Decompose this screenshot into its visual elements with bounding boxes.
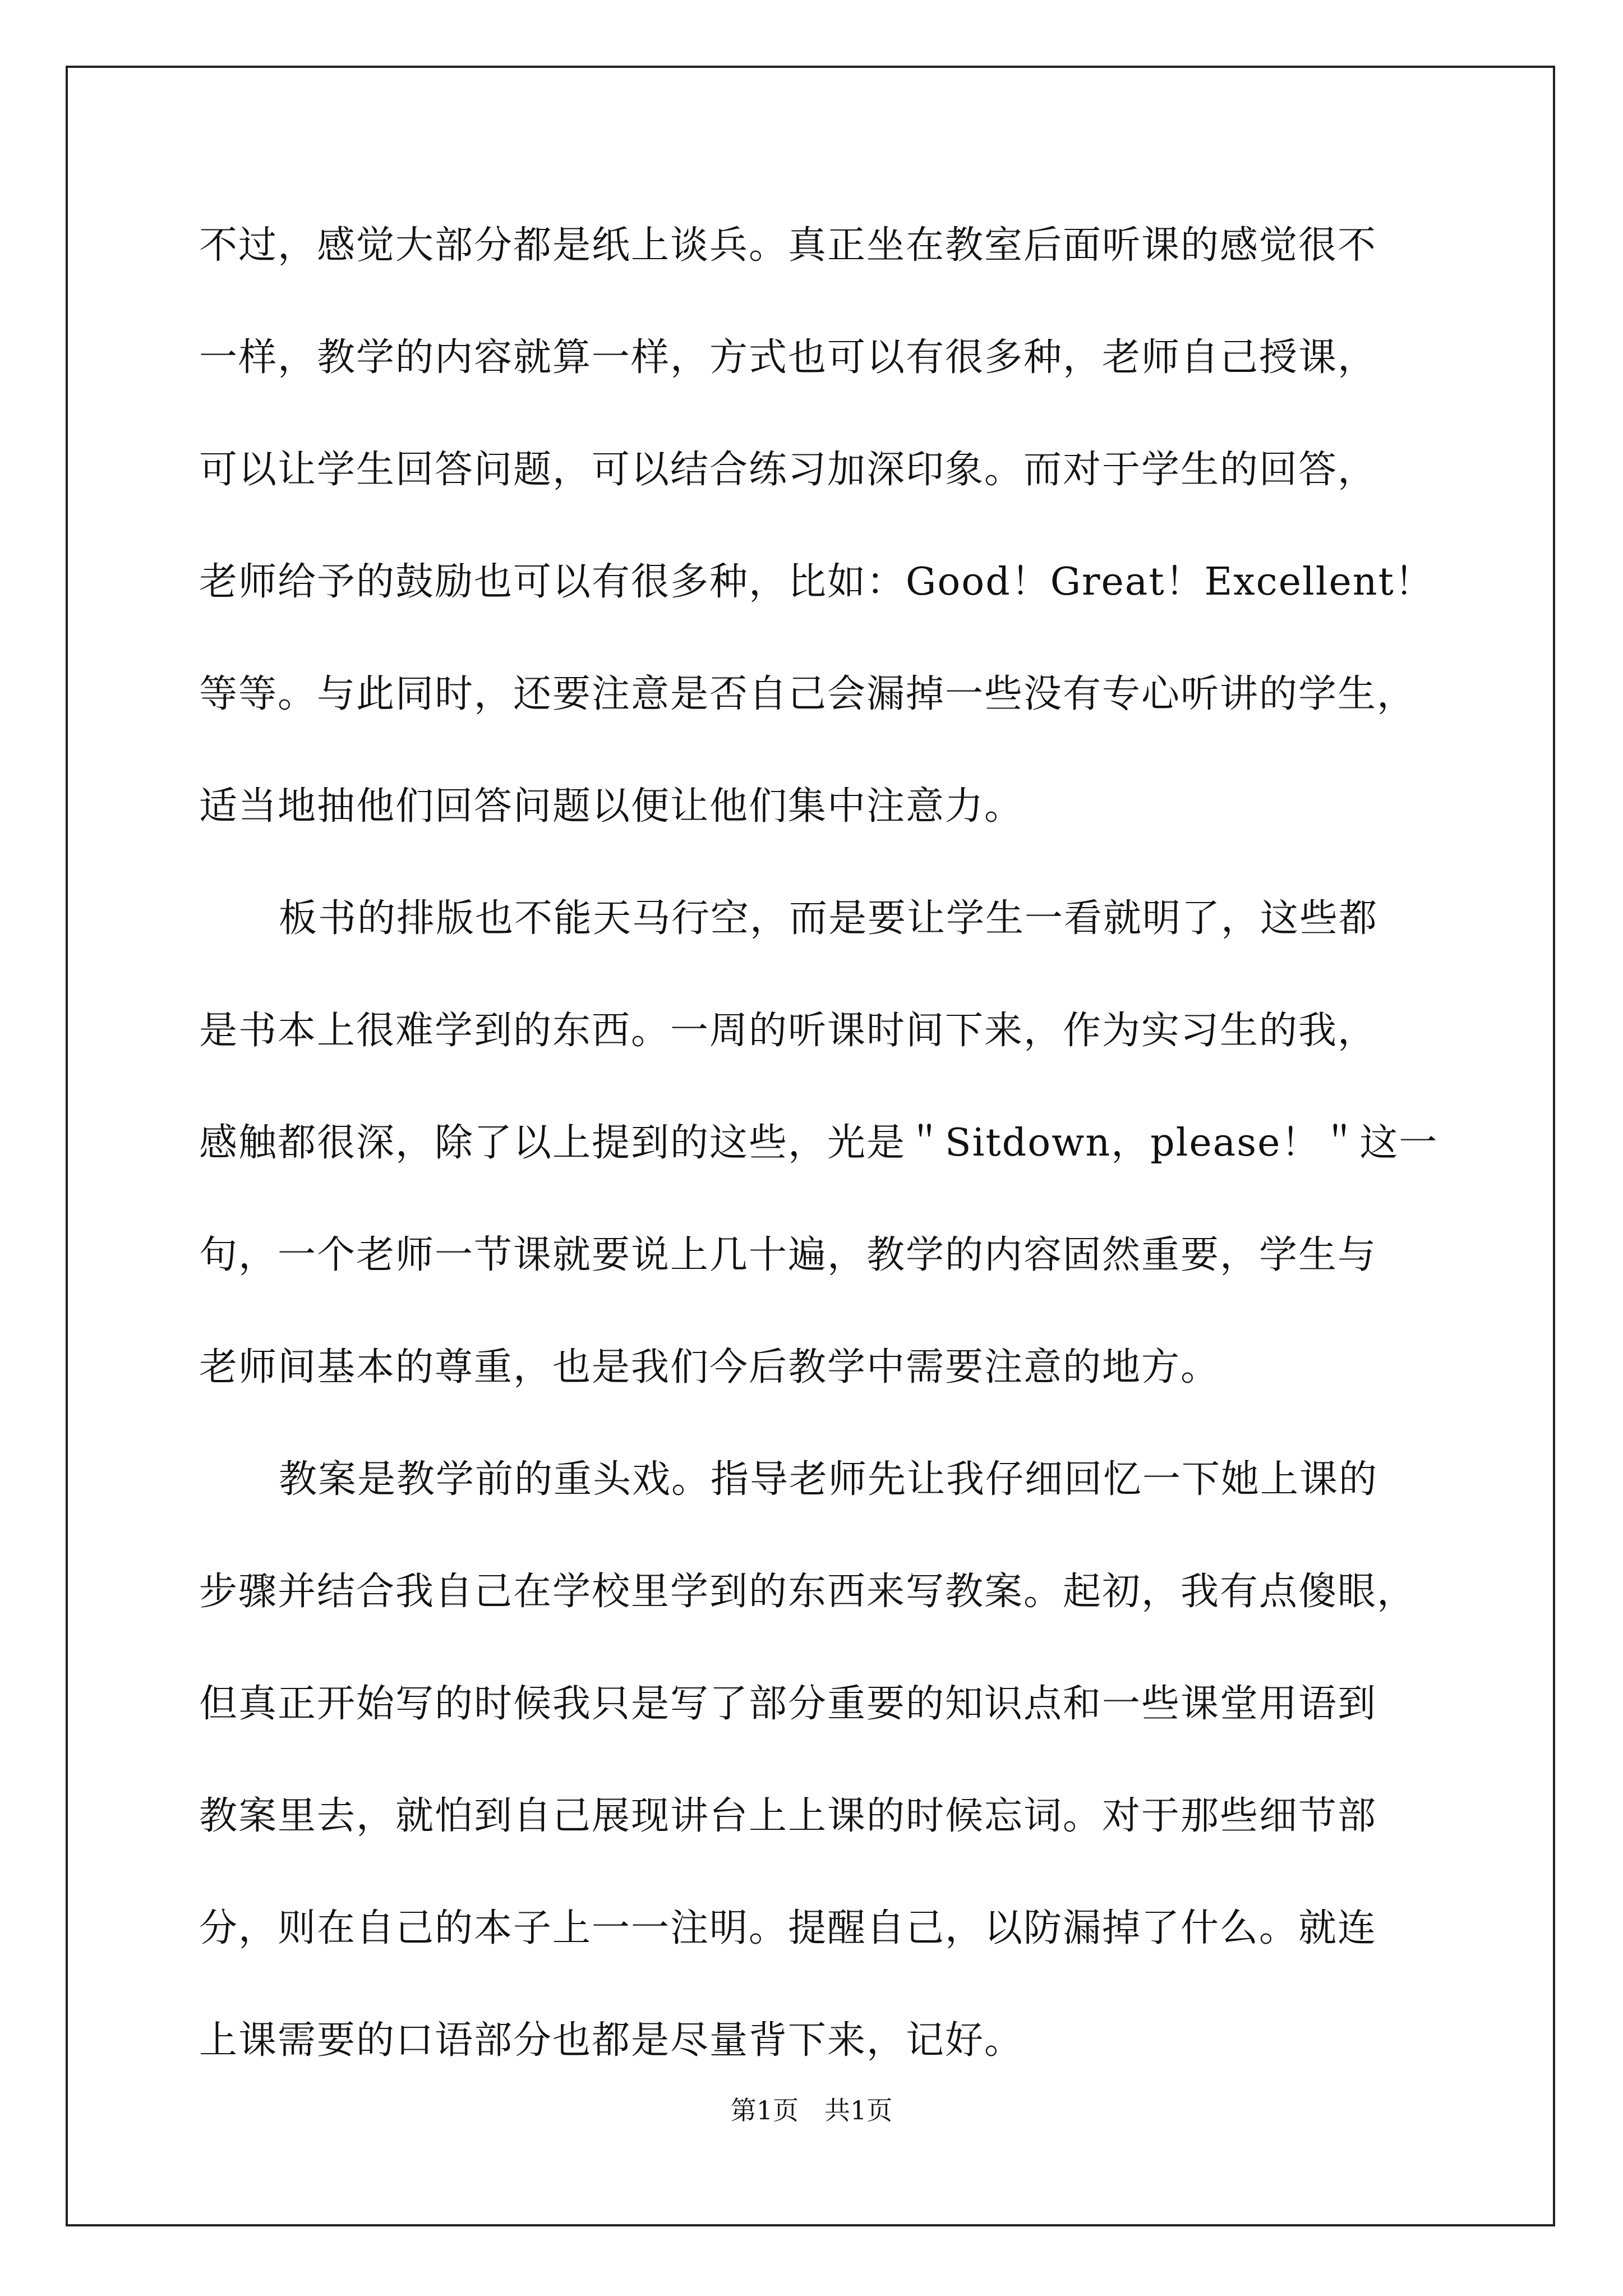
text-line: 适当地抽他们回答问题以便让他们集中注意力。 xyxy=(199,784,1024,829)
document-body xyxy=(199,212,1438,2119)
paragraph-start-line: 教案是教学前的重头戏。指导老师先让我仔细回忆一下她上课的 xyxy=(279,1457,1378,1502)
text-line: 老师间基本的尊重，也是我们今后教学中需要注意的地方。 xyxy=(199,1345,1220,1389)
text-line: 一样，教学的内容就算一样，方式也可以有很多种，老师自己授课， xyxy=(199,335,1377,380)
page-footer: 第1页 共1页 xyxy=(730,2095,893,2125)
text-line: 感触都很深，除了以上提到的这些，光是＂Sitdown，please！＂这一 xyxy=(199,1121,1438,1165)
text-line: 老师给予的鼓励也可以有很多种，比如：Good！Great！Excellent！ xyxy=(199,560,1434,604)
text-line: 教案里去，就怕到自己展现讲台上上课的时候忘词。对于那些细节部 xyxy=(199,1794,1377,1838)
text-line: 句，一个老师一节课就要说上几十遍，教学的内容固然重要，学生与 xyxy=(199,1233,1377,1277)
text-line: 上课需要的口语部分也都是尽量背下来，记好。 xyxy=(199,2018,1024,2063)
text-line: 分，则在自己的本子上一一注明。提醒自己，以防漏掉了什么。就连 xyxy=(199,1906,1377,1950)
text-line: 是书本上很难学到的东西。一周的听课时间下来，作为实习生的我， xyxy=(199,1009,1377,1053)
text-line: 可以让学生回答问题，可以结合练习加深印象。而对于学生的回答， xyxy=(199,448,1377,492)
paragraph-start-line: 板书的排版也不能天马行空，而是要让学生一看就明了，这些都 xyxy=(279,896,1378,941)
text-line: 等等。与此同时，还要注意是否自己会漏掉一些没有专心听讲的学生， xyxy=(199,672,1417,716)
text-line: 但真正开始写的时候我只是写了部分重要的知识点和一些课堂用语到 xyxy=(199,1682,1377,1726)
text-line: 步骤并结合我自己在学校里学到的东西来写教案。起初，我有点傻眼， xyxy=(199,1570,1417,1614)
text-line: 不过，感觉大部分都是纸上谈兵。真正坐在教室后面听课的感觉很不 xyxy=(199,223,1377,268)
